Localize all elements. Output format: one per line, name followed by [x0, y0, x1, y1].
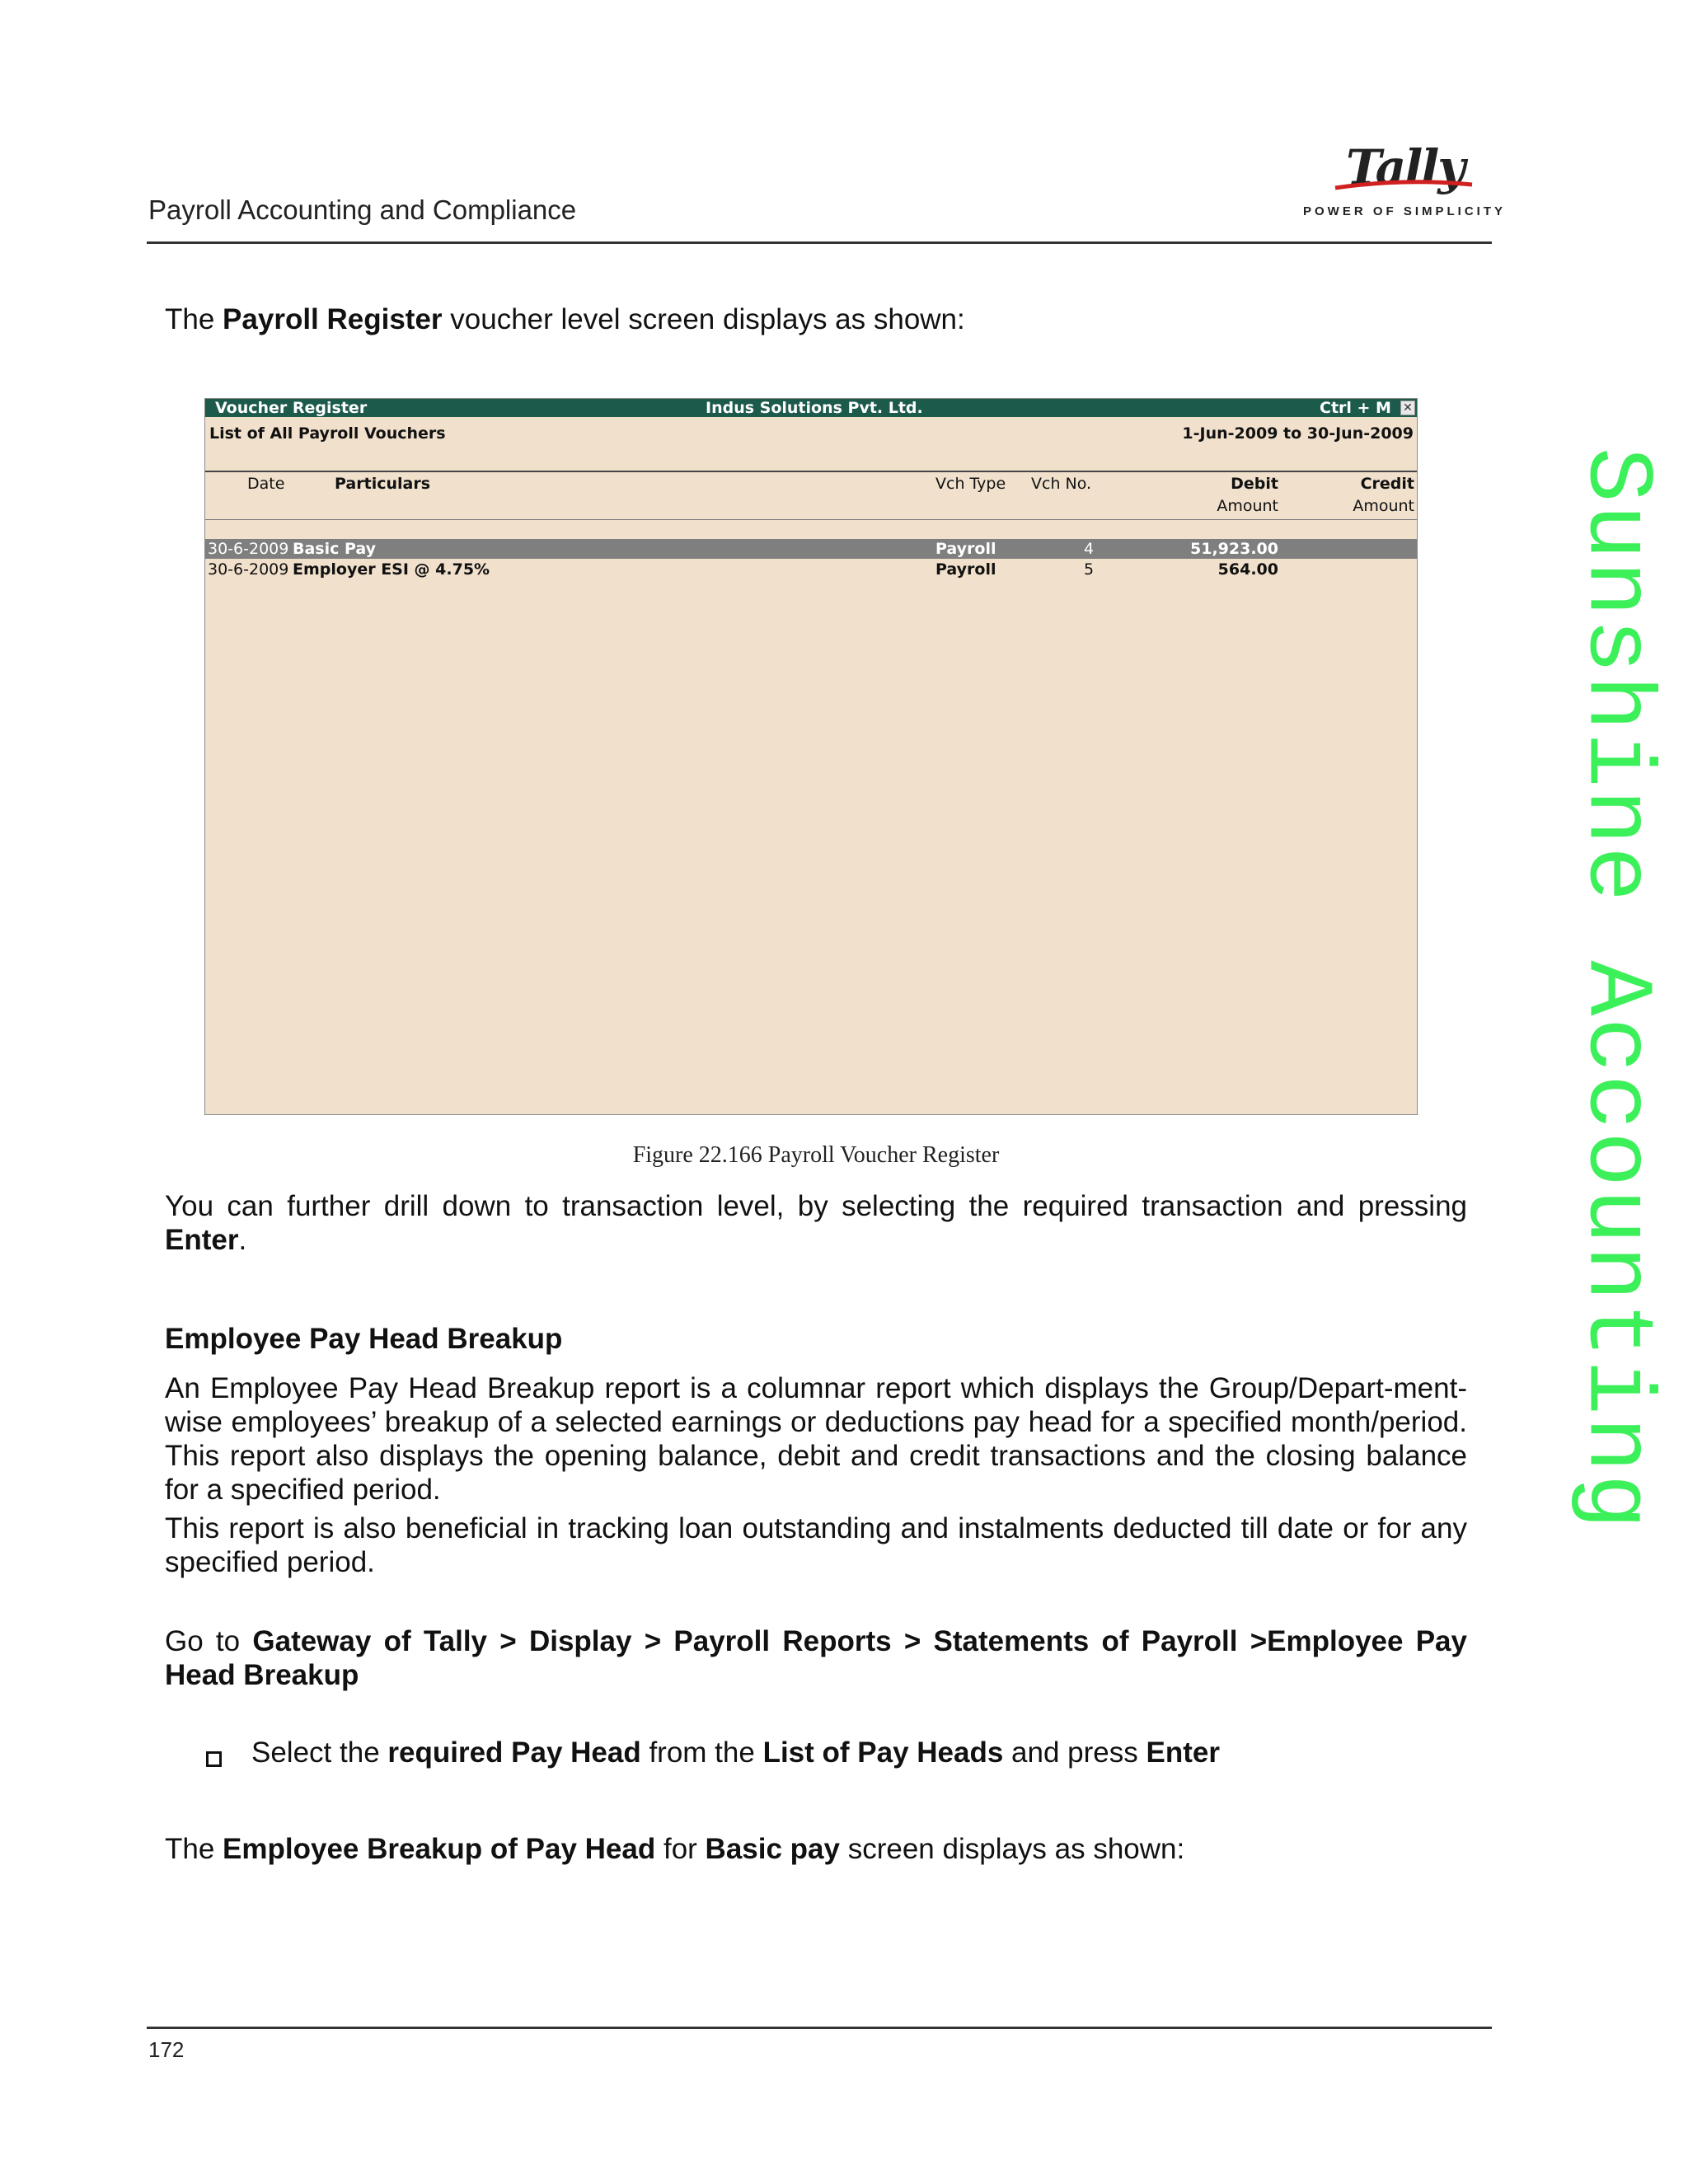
bullet-bold: Enter	[1146, 1736, 1220, 1769]
row-date: 30-6-2009	[208, 560, 289, 579]
col-vch-type: Vch Type	[935, 475, 1006, 493]
row-particulars: Basic Pay	[293, 540, 377, 558]
drill-end: .	[238, 1224, 247, 1256]
col-debit: Debit	[1231, 475, 1278, 493]
logo-tagline: POWER OF SIMPLICITY	[1302, 204, 1506, 218]
voucher-register-screenshot	[204, 398, 1418, 1115]
company-name: Indus Solutions Pvt. Ltd.	[706, 399, 923, 417]
side-watermark: Sunshine Accounting	[1563, 447, 1668, 1531]
intro-paragraph	[165, 302, 1467, 336]
closing-text: The	[165, 1833, 223, 1865]
table-row[interactable]	[205, 539, 1417, 559]
window-title: Voucher Register	[215, 399, 368, 417]
goto-paragraph	[165, 1624, 1467, 1692]
bullet-bold: List of Pay Heads	[762, 1736, 1004, 1769]
drill-text: You can further drill down to transaction level, by selecting the required transaction and pressing	[165, 1190, 1467, 1222]
closing-bold: Basic pay	[705, 1833, 840, 1865]
row-date: 30-6-2009	[208, 540, 289, 558]
col-debit-sub: Amount	[1217, 497, 1278, 515]
col-particulars: Particulars	[335, 475, 431, 493]
row-particulars: Employer ESI @ 4.75%	[293, 560, 490, 579]
bullet-text: Select the	[251, 1736, 388, 1769]
header-divider	[147, 241, 1492, 244]
row-debit: 51,923.00	[1190, 540, 1278, 558]
closing-text: for	[655, 1833, 706, 1865]
section-heading: Employee Pay Head Breakup	[165, 1323, 563, 1355]
bullet-bold: required Pay Head	[387, 1736, 641, 1769]
logo-swoosh-icon	[1334, 176, 1474, 193]
running-header-title: Payroll Accounting and Compliance	[148, 194, 577, 225]
bullet-text: and press	[1003, 1736, 1146, 1769]
col-credit-sub: Amount	[1353, 497, 1414, 515]
goto-text: Go to	[165, 1625, 253, 1657]
bullet-text: from the	[640, 1736, 763, 1769]
row-debit: 564.00	[1217, 560, 1278, 579]
bullet-item	[251, 1736, 1471, 1769]
col-credit: Credit	[1360, 475, 1414, 493]
table-row[interactable]	[205, 560, 1417, 579]
drill-paragraph	[165, 1189, 1467, 1257]
page-number: 172	[148, 2037, 185, 2062]
closing-text: screen displays as shown:	[839, 1833, 1185, 1865]
logo-wordmark: Tally	[1346, 139, 1464, 195]
footer-divider	[147, 2027, 1492, 2029]
closing-paragraph	[165, 1832, 1467, 1866]
col-vch-no: Vch No.	[1031, 475, 1092, 493]
figure-caption: Figure 22.166 Payroll Voucher Register	[632, 1142, 1000, 1168]
window-titlebar	[205, 399, 1417, 417]
bullet-square-icon	[206, 1751, 222, 1767]
report-period: 1-Jun-2009 to 30-Jun-2009	[1182, 424, 1414, 443]
header-top-rule	[205, 471, 1417, 472]
row-vch-no: 5	[1084, 560, 1095, 579]
closing-bold: Employee Breakup of Pay Head	[223, 1833, 656, 1865]
section-paragraph-1: An Employee Pay Head Breakup report is a columnar report which displays the Group/Depart-ment-wise employees’ breakup of a selected earnings or deductions pay head for a specified month/period. This report also displays the opening balance, debit and credit transactions and the closing balance for a specified period.	[165, 1372, 1467, 1506]
section-paragraph-2: This report is also beneficial in tracking loan outstanding and instalments deducted till date or for any specified period.	[165, 1512, 1467, 1578]
header-bottom-rule	[205, 519, 1417, 520]
intro-text-end: voucher level screen displays as shown:	[442, 303, 965, 335]
row-vch-no: 4	[1084, 540, 1095, 558]
intro-text: The	[165, 303, 223, 335]
col-date: Date	[247, 475, 285, 493]
report-title: List of All Payroll Vouchers	[209, 424, 446, 443]
row-vch-type: Payroll	[935, 560, 996, 579]
row-vch-type: Payroll	[935, 540, 996, 558]
shortcut-label: Ctrl + M	[1320, 399, 1391, 417]
tally-logo	[1301, 138, 1508, 224]
intro-bold: Payroll Register	[223, 303, 443, 335]
drill-bold: Enter	[165, 1224, 239, 1256]
close-icon[interactable]: ✕	[1400, 401, 1415, 415]
goto-path: Gateway of Tally > Display > Payroll Reports > Statements of Payroll >Employee Pay Head Breakup	[165, 1625, 1467, 1691]
